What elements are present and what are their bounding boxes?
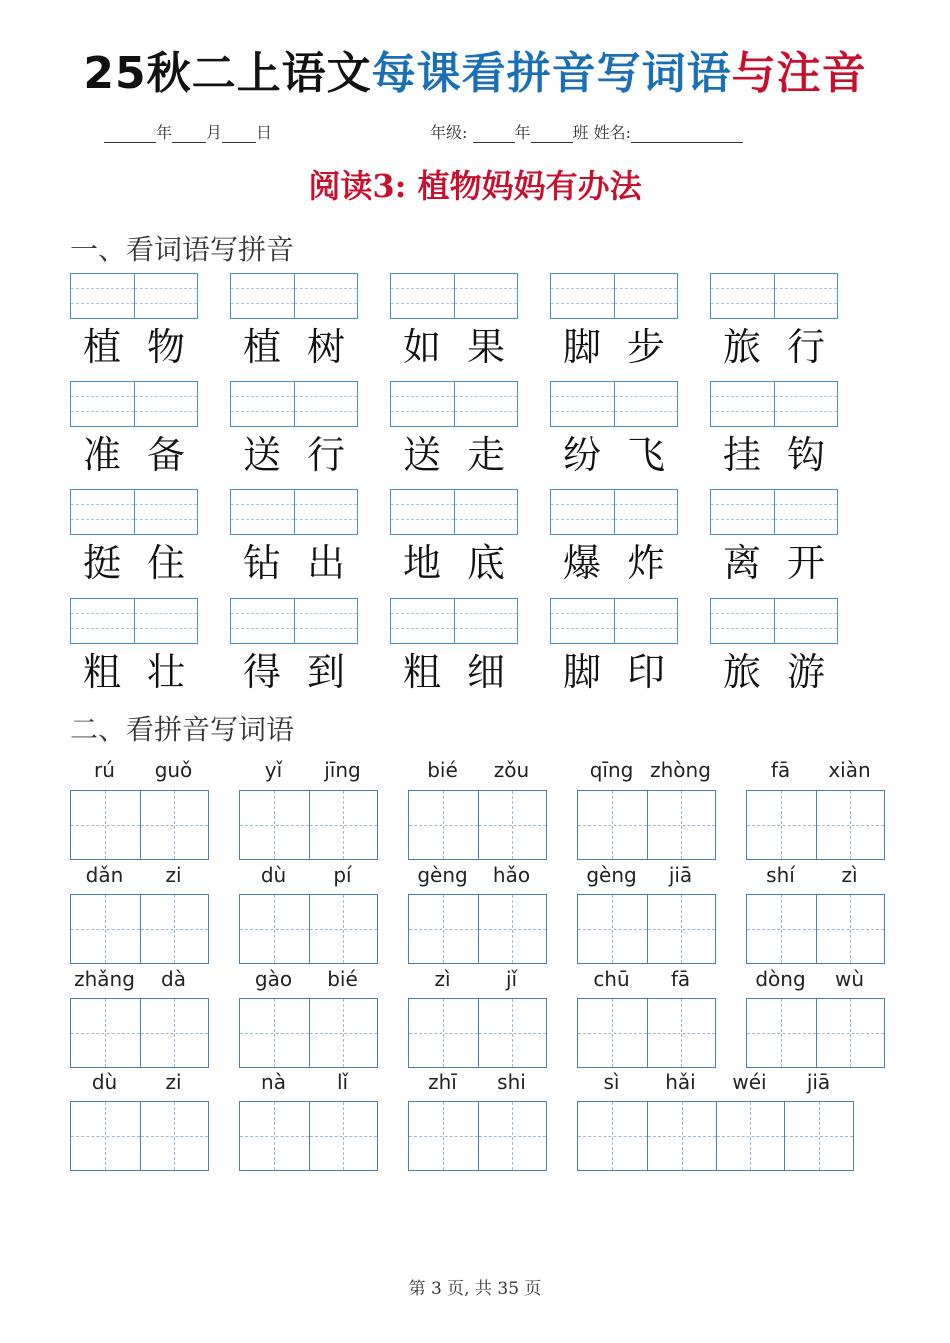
- tianzige-cell[interactable]: [409, 999, 478, 1067]
- chinese-word: [70, 322, 198, 372]
- pinyin-syllable: zì: [434, 967, 451, 991]
- pinyin-syllable: zhòng: [650, 758, 711, 782]
- pinyin-syllable: rú: [94, 758, 115, 782]
- grade-unit: 年: [514, 123, 531, 142]
- chinese-character: 如: [402, 325, 441, 369]
- pinyin-prompt: [577, 757, 715, 783]
- chinese-character: 送: [242, 433, 281, 477]
- chinese-character: 钩: [786, 433, 825, 477]
- chinese-character: 旅: [722, 650, 761, 694]
- character-writing-grid[interactable]: [746, 790, 885, 860]
- pinyin-syllable: jǐ: [505, 967, 518, 991]
- chinese-character: 旅: [722, 325, 761, 369]
- pinyin-cell[interactable]: [134, 274, 198, 318]
- pinyin-cell[interactable]: [614, 599, 678, 643]
- character-writing-grid[interactable]: [70, 894, 209, 964]
- tianzige-cell[interactable]: [578, 999, 647, 1067]
- name-label: 姓名:: [593, 123, 632, 142]
- pinyin-cell[interactable]: [391, 599, 454, 643]
- pinyin-cell[interactable]: [551, 599, 614, 643]
- pinyin-writing-box[interactable]: [710, 598, 838, 644]
- chinese-word: [230, 647, 358, 697]
- pinyin-cell[interactable]: [294, 599, 358, 643]
- pinyin-syllable: qīng: [589, 758, 634, 782]
- pinyin-cell[interactable]: [454, 274, 518, 318]
- pinyin-prompt: [239, 1069, 377, 1095]
- year-label: 年: [156, 123, 173, 142]
- tianzige-cell[interactable]: [578, 895, 647, 963]
- pinyin-cell[interactable]: [231, 599, 294, 643]
- tianzige-cell[interactable]: [240, 1102, 309, 1170]
- pinyin-prompt: [239, 757, 377, 783]
- pinyin-prompt: [70, 966, 208, 992]
- chinese-character: 底: [466, 541, 505, 585]
- date-line: [104, 120, 272, 142]
- pinyin-writing-box[interactable]: [390, 273, 518, 319]
- pinyin-syllable: jiā: [806, 1070, 831, 1094]
- chinese-character: 行: [306, 433, 345, 477]
- pinyin-syllable: dǎn: [85, 863, 124, 887]
- chinese-word: [710, 322, 838, 372]
- pinyin-syllable: gèng: [586, 863, 637, 887]
- pinyin-cell[interactable]: [71, 490, 134, 534]
- pinyin-writing-box[interactable]: [390, 598, 518, 644]
- chinese-character: 果: [466, 325, 505, 369]
- lesson-title: 阅读3: 植物妈妈有办法: [308, 167, 642, 205]
- chinese-character: 到: [306, 650, 345, 694]
- day-blank[interactable]: [222, 126, 256, 143]
- tianzige-cell[interactable]: [71, 791, 140, 859]
- pinyin-syllable: guǒ: [154, 758, 193, 782]
- chinese-character: 得: [242, 650, 281, 694]
- character-writing-grid[interactable]: [239, 998, 378, 1068]
- chinese-character: 开: [786, 541, 825, 585]
- chinese-word: [390, 647, 518, 697]
- chinese-character: 细: [466, 650, 505, 694]
- tianzige-cell[interactable]: [578, 1102, 647, 1170]
- tianzige-cell[interactable]: [647, 1102, 716, 1170]
- pinyin-syllable: chū: [593, 967, 630, 991]
- pinyin-cell[interactable]: [774, 382, 838, 426]
- pinyin-cell[interactable]: [454, 490, 518, 534]
- pinyin-prompt: [239, 966, 377, 992]
- pinyin-writing-box[interactable]: [710, 489, 838, 535]
- chinese-character: 挂: [722, 433, 761, 477]
- chinese-word: [550, 430, 678, 480]
- tianzige-cell[interactable]: [240, 791, 309, 859]
- grade-blank[interactable]: [473, 126, 515, 143]
- pinyin-cell[interactable]: [231, 274, 294, 318]
- chinese-character: 钻: [242, 541, 281, 585]
- pinyin-prompt: [408, 757, 546, 783]
- character-writing-grid[interactable]: [577, 894, 716, 964]
- character-writing-grid[interactable]: [746, 894, 885, 964]
- pinyin-prompt: [408, 1069, 546, 1095]
- chinese-character: 准: [82, 433, 121, 477]
- pinyin-syllable: wù: [834, 967, 865, 991]
- character-writing-grid[interactable]: [408, 998, 547, 1068]
- pinyin-syllable: dù: [91, 1070, 118, 1094]
- tianzige-cell[interactable]: [478, 999, 547, 1067]
- chinese-word: [390, 538, 518, 588]
- section-1-heading: 一、看词语写拼音: [70, 233, 295, 266]
- pinyin-cell[interactable]: [614, 382, 678, 426]
- pinyin-syllable: yǐ: [264, 758, 283, 782]
- pinyin-cell[interactable]: [551, 274, 614, 318]
- title-part-3: 与注音: [731, 48, 867, 99]
- class-blank[interactable]: [531, 126, 573, 143]
- pinyin-syllable: shí: [766, 863, 795, 887]
- character-writing-grid[interactable]: [577, 1101, 854, 1171]
- pinyin-prompt: [239, 862, 377, 888]
- chinese-character: 物: [146, 325, 185, 369]
- pinyin-prompt: [70, 757, 208, 783]
- tianzige-cell[interactable]: [478, 895, 547, 963]
- tianzige-cell[interactable]: [140, 895, 209, 963]
- chinese-word: [710, 647, 838, 697]
- tianzige-cell[interactable]: [140, 999, 209, 1067]
- pinyin-cell[interactable]: [391, 274, 454, 318]
- chinese-character: 爆: [562, 541, 601, 585]
- title-part-2: 每课看拼音写词语: [371, 48, 732, 99]
- pinyin-prompt: [577, 862, 715, 888]
- pinyin-cell[interactable]: [454, 382, 518, 426]
- pinyin-cell[interactable]: [551, 382, 614, 426]
- pinyin-syllable: bié: [327, 967, 358, 991]
- tianzige-cell[interactable]: [747, 895, 816, 963]
- student-info-line: [430, 120, 743, 142]
- chinese-character: 走: [466, 433, 505, 477]
- tianzige-cell[interactable]: [747, 791, 816, 859]
- tianzige-cell[interactable]: [784, 1102, 853, 1170]
- tianzige-cell[interactable]: [816, 999, 885, 1067]
- pinyin-syllable: dòng: [755, 967, 806, 991]
- chinese-word: [550, 647, 678, 697]
- year-blank[interactable]: [104, 126, 156, 143]
- pinyin-cell[interactable]: [71, 274, 134, 318]
- tianzige-cell[interactable]: [647, 999, 716, 1067]
- tianzige-cell[interactable]: [309, 895, 378, 963]
- chinese-word: [70, 538, 198, 588]
- pinyin-prompt: [70, 862, 208, 888]
- title-part-1: 25秋二上语文: [83, 48, 372, 99]
- character-writing-grid[interactable]: [70, 998, 209, 1068]
- pinyin-cell[interactable]: [134, 382, 198, 426]
- tianzige-cell[interactable]: [140, 1102, 209, 1170]
- chinese-word: [230, 538, 358, 588]
- chinese-character: 植: [82, 325, 121, 369]
- pinyin-cell[interactable]: [231, 490, 294, 534]
- tianzige-cell[interactable]: [816, 791, 885, 859]
- pinyin-cell[interactable]: [614, 490, 678, 534]
- pinyin-syllable: zì: [841, 863, 858, 887]
- character-writing-grid[interactable]: [239, 1101, 378, 1171]
- pinyin-syllable: zǒu: [493, 758, 530, 782]
- chinese-character: 粗: [82, 650, 121, 694]
- chinese-word: [710, 430, 838, 480]
- chinese-character: 粗: [402, 650, 441, 694]
- tianzige-cell[interactable]: [747, 999, 816, 1067]
- chinese-character: 地: [402, 541, 441, 585]
- chinese-character: 步: [626, 325, 665, 369]
- chinese-character: 纷: [562, 433, 601, 477]
- tianzige-cell[interactable]: [309, 1102, 378, 1170]
- day-label: 日: [256, 123, 273, 142]
- pinyin-cell[interactable]: [774, 599, 838, 643]
- pinyin-syllable: nà: [261, 1070, 286, 1094]
- tianzige-cell[interactable]: [409, 791, 478, 859]
- pinyin-syllable: gèng: [417, 863, 468, 887]
- name-blank[interactable]: [631, 126, 743, 143]
- pinyin-prompt: [577, 966, 715, 992]
- character-writing-grid[interactable]: [408, 894, 547, 964]
- pinyin-syllable: lǐ: [336, 1070, 349, 1094]
- pinyin-writing-box[interactable]: [550, 273, 678, 319]
- pinyin-syllable: zhī: [428, 1070, 457, 1094]
- pinyin-syllable: zhǎng: [74, 967, 135, 991]
- tianzige-cell[interactable]: [71, 1102, 140, 1170]
- tianzige-cell[interactable]: [140, 791, 209, 859]
- pinyin-writing-box[interactable]: [70, 598, 198, 644]
- pinyin-writing-box[interactable]: [710, 381, 838, 427]
- pinyin-prompt: [70, 1069, 208, 1095]
- class-unit: 班: [572, 123, 589, 142]
- character-writing-grid[interactable]: [239, 790, 378, 860]
- tianzige-cell[interactable]: [409, 895, 478, 963]
- pinyin-prompt: [746, 966, 884, 992]
- grade-label: 年级:: [430, 123, 468, 142]
- pinyin-writing-box[interactable]: [230, 273, 358, 319]
- tianzige-cell[interactable]: [71, 895, 140, 963]
- pinyin-cell[interactable]: [774, 490, 838, 534]
- pinyin-cell[interactable]: [454, 599, 518, 643]
- chinese-character: 行: [786, 325, 825, 369]
- chinese-character: 树: [306, 325, 345, 369]
- chinese-word: [390, 322, 518, 372]
- tianzige-cell[interactable]: [240, 895, 309, 963]
- section-2-heading: 二、看拼音写词语: [70, 713, 295, 746]
- character-writing-grid[interactable]: [408, 790, 547, 860]
- pinyin-syllable: hǎo: [492, 863, 531, 887]
- page-footer: 第 3 页, 共 35 页: [408, 1279, 542, 1299]
- pinyin-syllable: xiàn: [828, 758, 871, 782]
- character-writing-grid[interactable]: [70, 1101, 209, 1171]
- chinese-character: 印: [626, 650, 665, 694]
- tianzige-cell[interactable]: [816, 895, 885, 963]
- pinyin-writing-box[interactable]: [390, 489, 518, 535]
- pinyin-prompt: [577, 1069, 853, 1095]
- chinese-character: 飞: [626, 433, 665, 477]
- character-writing-grid[interactable]: [746, 998, 885, 1068]
- chinese-word: [710, 538, 838, 588]
- tianzige-cell[interactable]: [309, 999, 378, 1067]
- pinyin-writing-box[interactable]: [70, 381, 198, 427]
- pinyin-prompt: [408, 862, 546, 888]
- chinese-character: 壮: [146, 650, 185, 694]
- chinese-word: [70, 430, 198, 480]
- month-label: 月: [206, 123, 223, 142]
- chinese-character: 送: [402, 433, 441, 477]
- tianzige-cell[interactable]: [309, 791, 378, 859]
- pinyin-syllable: fā: [670, 967, 691, 991]
- tianzige-cell[interactable]: [716, 1102, 785, 1170]
- pinyin-syllable: bié: [427, 758, 458, 782]
- pinyin-cell[interactable]: [134, 490, 198, 534]
- character-writing-grid[interactable]: [577, 790, 716, 860]
- pinyin-cell[interactable]: [71, 599, 134, 643]
- pinyin-syllable: pí: [333, 863, 352, 887]
- pinyin-cell[interactable]: [294, 274, 358, 318]
- pinyin-prompt: [746, 757, 884, 783]
- character-writing-grid[interactable]: [577, 998, 716, 1068]
- pinyin-prompt: [408, 966, 546, 992]
- pinyin-syllable: hǎi: [665, 1070, 696, 1094]
- chinese-character: 植: [242, 325, 281, 369]
- pinyin-syllable: zi: [165, 863, 182, 887]
- chinese-word: [230, 322, 358, 372]
- tianzige-cell[interactable]: [647, 895, 716, 963]
- pinyin-cell[interactable]: [614, 274, 678, 318]
- pinyin-syllable: dà: [161, 967, 186, 991]
- pinyin-writing-box[interactable]: [550, 381, 678, 427]
- pinyin-cell[interactable]: [711, 274, 774, 318]
- pinyin-writing-box[interactable]: [390, 381, 518, 427]
- character-writing-grid[interactable]: [239, 894, 378, 964]
- pinyin-cell[interactable]: [711, 490, 774, 534]
- pinyin-syllable: sì: [603, 1070, 620, 1094]
- pinyin-writing-box[interactable]: [710, 273, 838, 319]
- pinyin-writing-box[interactable]: [70, 489, 198, 535]
- pinyin-writing-box[interactable]: [70, 273, 198, 319]
- pinyin-cell[interactable]: [231, 382, 294, 426]
- character-writing-grid[interactable]: [408, 1101, 547, 1171]
- pinyin-syllable: wéi: [732, 1070, 767, 1094]
- pinyin-cell[interactable]: [391, 490, 454, 534]
- chinese-character: 炸: [626, 541, 665, 585]
- pinyin-writing-box[interactable]: [550, 598, 678, 644]
- pinyin-writing-box[interactable]: [550, 489, 678, 535]
- pinyin-prompt: [746, 862, 884, 888]
- chinese-character: 备: [146, 433, 185, 477]
- chinese-character: 游: [786, 650, 825, 694]
- chinese-word: [550, 322, 678, 372]
- tianzige-cell[interactable]: [409, 1102, 478, 1170]
- pinyin-writing-box[interactable]: [230, 381, 358, 427]
- pinyin-syllable: jiā: [668, 863, 693, 887]
- pinyin-cell[interactable]: [551, 490, 614, 534]
- month-blank[interactable]: [172, 126, 206, 143]
- chinese-word: [230, 430, 358, 480]
- tianzige-cell[interactable]: [71, 999, 140, 1067]
- chinese-word: [70, 647, 198, 697]
- chinese-character: 离: [722, 541, 761, 585]
- pinyin-cell[interactable]: [294, 382, 358, 426]
- pinyin-cell[interactable]: [294, 490, 358, 534]
- chinese-character: 出: [306, 541, 345, 585]
- pinyin-writing-box[interactable]: [230, 489, 358, 535]
- pinyin-cell[interactable]: [391, 382, 454, 426]
- character-writing-grid[interactable]: [70, 790, 209, 860]
- pinyin-cell[interactable]: [774, 274, 838, 318]
- tianzige-cell[interactable]: [478, 1102, 547, 1170]
- chinese-word: [390, 430, 518, 480]
- chinese-character: 住: [146, 541, 185, 585]
- chinese-word: [550, 538, 678, 588]
- pinyin-writing-box[interactable]: [230, 598, 358, 644]
- pinyin-syllable: fā: [770, 758, 791, 782]
- chinese-character: 挺: [82, 541, 121, 585]
- page-title: [0, 44, 950, 104]
- pinyin-cell[interactable]: [71, 382, 134, 426]
- tianzige-cell[interactable]: [240, 999, 309, 1067]
- pinyin-syllable: shi: [497, 1070, 526, 1094]
- pinyin-syllable: jīng: [324, 758, 361, 782]
- pinyin-syllable: zi: [165, 1070, 182, 1094]
- pinyin-syllable: gào: [254, 967, 293, 991]
- chinese-character: 脚: [562, 650, 601, 694]
- pinyin-syllable: dù: [260, 863, 287, 887]
- tianzige-cell[interactable]: [647, 791, 716, 859]
- pinyin-cell[interactable]: [134, 599, 198, 643]
- pinyin-cell[interactable]: [711, 382, 774, 426]
- pinyin-cell[interactable]: [711, 599, 774, 643]
- tianzige-cell[interactable]: [578, 791, 647, 859]
- tianzige-cell[interactable]: [478, 791, 547, 859]
- chinese-character: 脚: [562, 325, 601, 369]
